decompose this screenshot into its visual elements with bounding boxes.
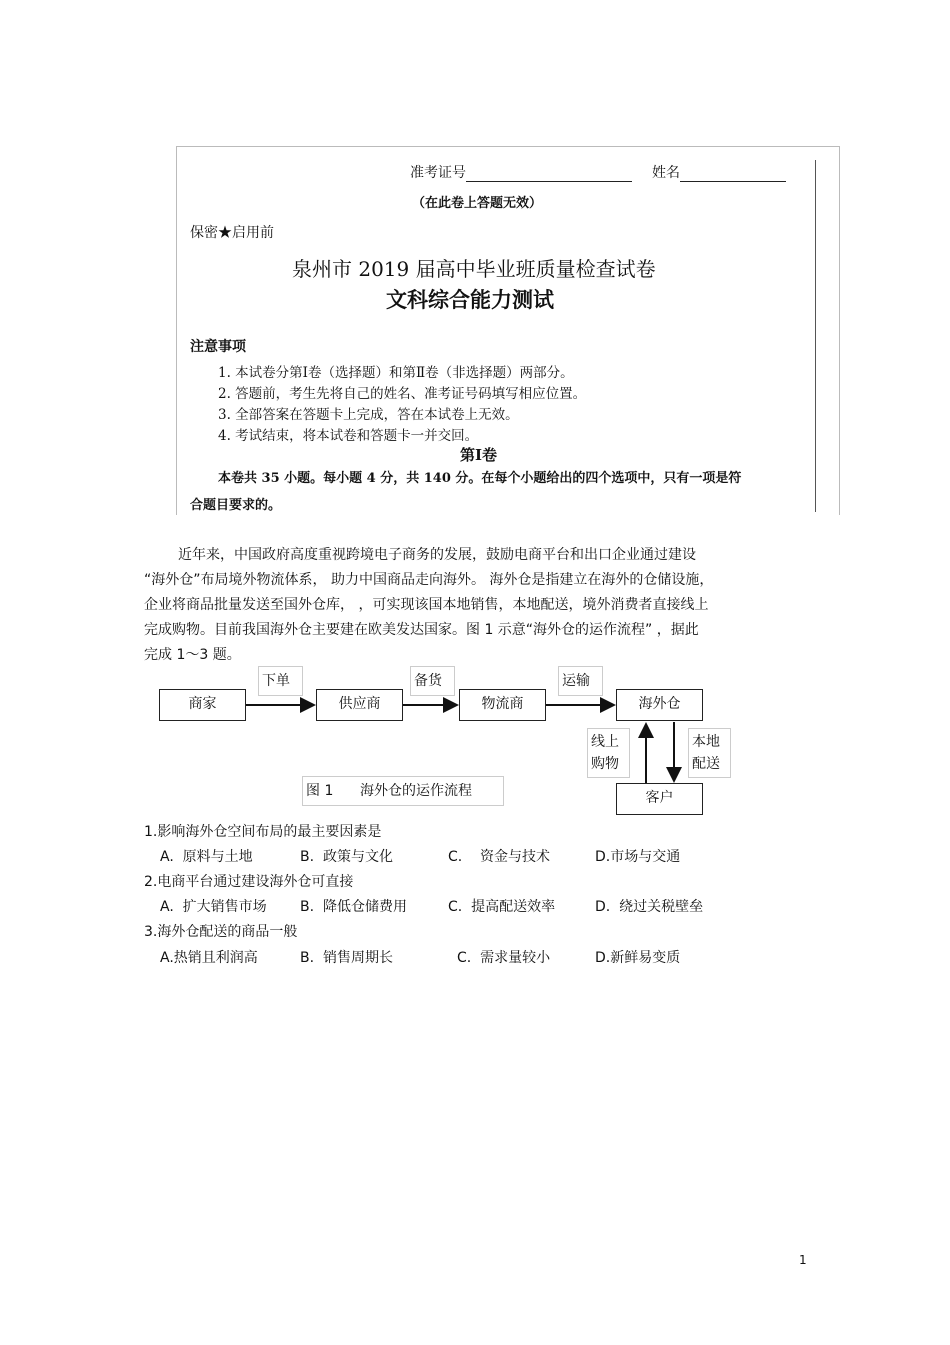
option: A.热销且利润高: [160, 950, 258, 966]
question-stem: 3.海外仓配送的商品一般: [144, 924, 298, 940]
secret-label: 保密★启用前: [190, 225, 274, 241]
option: C. 需求量较小: [457, 950, 551, 966]
passage-line: 完成 1～3 题。: [144, 647, 241, 663]
option: D. 绕过关税壁垒: [595, 899, 704, 915]
label-local-delivery: [688, 728, 731, 778]
exam-title: 泉州市 2019 届高中毕业班质量检查试卷: [292, 257, 656, 281]
section-desc-cont: 合题目要求的。: [190, 498, 282, 513]
section-desc: 本卷共 35 小题。每小题 4 分，共 140 分。在每个小题给出的四个选项中，只有一项是符: [218, 471, 742, 486]
passage-line: 企业将商品批量发送至国外仓库， ，可实现该国本地销售，本地配送，境外消费者直接线上: [144, 597, 709, 613]
option: D.市场与交通: [595, 849, 681, 865]
label-stock: 备货: [410, 666, 455, 696]
node-supplier: 供应商: [316, 689, 403, 721]
figure-caption: 图 1 海外仓的运作流程: [302, 776, 504, 806]
option: C. 提高配送效率: [448, 899, 556, 915]
label-transport: 运输: [558, 666, 603, 696]
node-overseas-warehouse: 海外仓: [616, 689, 703, 721]
node-merchant: 商家: [159, 689, 246, 721]
passage-line: 完成购物。目前我国海外仓主要建在欧美发达国家。图 1 示意“海外仓的运作流程” ，据此: [144, 622, 699, 638]
note-item: 3. 全部答案在答题卡上完成，答在本试卷上无效。: [218, 407, 519, 423]
invalid-note: （在此卷上答题无效）: [412, 196, 543, 211]
section-title: 第Ⅰ卷: [460, 446, 498, 464]
label-local-line-2: 配送: [692, 756, 720, 772]
question-stem: 1.影响海外仓空间布局的最主要因素是: [144, 824, 382, 840]
question-stem: 2.电商平台通过建设海外仓可直接: [144, 874, 354, 890]
node-customer: 客户: [616, 783, 703, 815]
note-item: 4. 考试结束，将本试卷和答题卡一并交回。: [218, 428, 479, 444]
note-item: 1. 本试卷分第Ⅰ卷（选择题）和第Ⅱ卷（非选择题）两部分。: [218, 365, 574, 381]
passage-line: “海外仓”布局境外物流体系， 助力中国商品走向海外。 海外仓是指建立在海外的仓储设施，: [144, 572, 714, 588]
node-logistics: 物流商: [459, 689, 546, 721]
option: A. 扩大销售市场: [160, 899, 267, 915]
label-order: 下单: [258, 666, 303, 696]
label-local-line-1: 本地: [692, 734, 720, 750]
passage-line: 近年来，中国政府高度重视跨境电子商务的发展，鼓励电商平台和出口企业通过建设: [178, 547, 696, 563]
label-online-shopping: [587, 728, 630, 778]
exam-id-label: 准考证号: [410, 165, 466, 181]
option: B. 销售周期长: [300, 950, 393, 966]
option: A. 原料与土地: [160, 849, 253, 865]
option: D.新鲜易变质: [595, 950, 681, 966]
option: C. 资金与技术: [448, 849, 551, 865]
name-label: 姓名: [652, 165, 680, 181]
option: B. 政策与文化: [300, 849, 393, 865]
notes-heading: 注意事项: [190, 339, 246, 355]
label-online-line-2: 购物: [591, 756, 619, 772]
page-number: 1: [799, 1253, 807, 1267]
option: B. 降低仓储费用: [300, 899, 407, 915]
exam-subtitle: 文科综合能力测试: [386, 287, 554, 312]
note-item: 2. 答题前，考生先将自己的姓名、准考证号码填写相应位置。: [218, 386, 587, 402]
label-online-line-1: 线上: [591, 734, 619, 750]
